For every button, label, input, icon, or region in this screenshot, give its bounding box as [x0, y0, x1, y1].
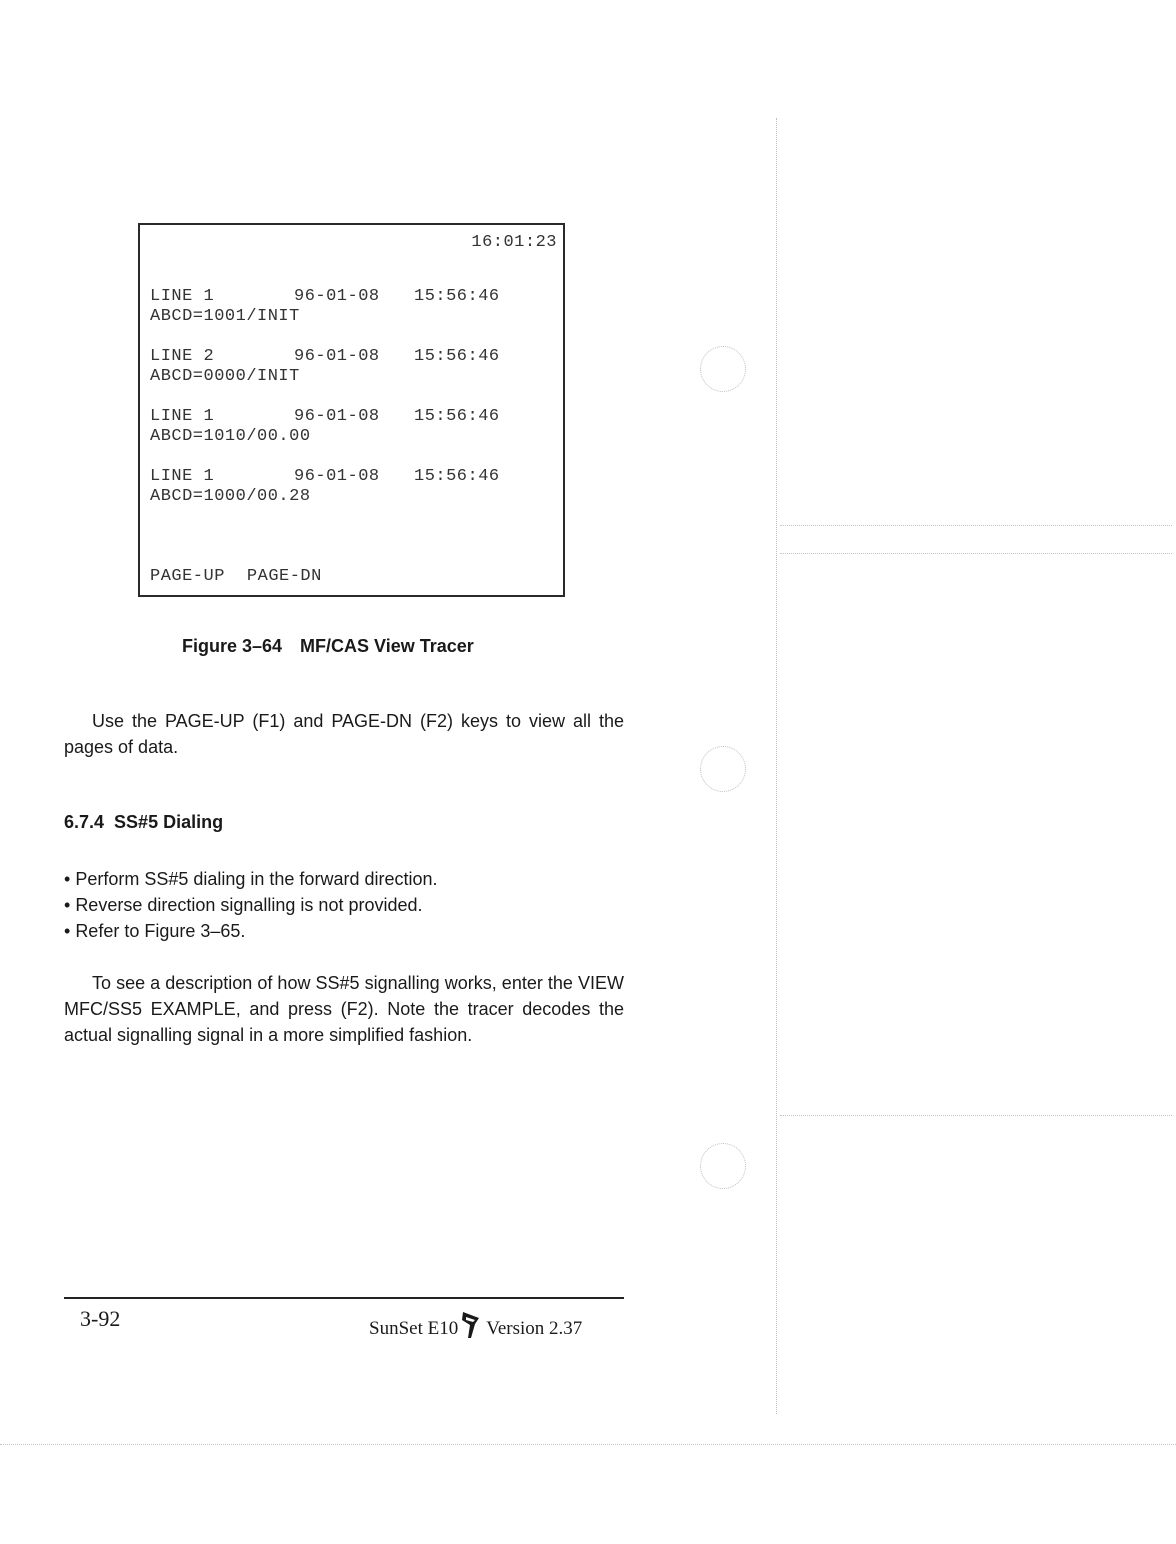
page-up-key[interactable]: PAGE-UP: [150, 567, 225, 586]
paragraph-ss5-description: To see a description of how SS#5 signalling works, enter the VIEW MFC/SS5 EXAMPLE, and press (F2). Note the tracer decodes the actual signalling signal in a more simplified fashion.: [64, 973, 624, 1045]
entry-abcd: ABCD=0000/INIT: [150, 367, 300, 386]
entry-date: 96-01-08: [294, 407, 380, 426]
binding-edge-line: [776, 118, 777, 1414]
product-footer: [369, 1310, 582, 1340]
entry-abcd: ABCD=1010/00.00: [150, 427, 311, 446]
list-item: • Reverse direction signalling is not provided.: [64, 892, 438, 918]
scan-dotted-line: [780, 1115, 1172, 1116]
tracer-screen: [138, 223, 565, 597]
tracer-entry: [150, 347, 550, 407]
entry-date: 96-01-08: [294, 347, 380, 366]
section-number: 6.7.4: [64, 812, 105, 832]
product-version: Version 2.37: [486, 1318, 583, 1339]
product-name: SunSet E10: [369, 1318, 459, 1339]
entry-time: 15:56:46: [414, 407, 500, 426]
bullet-list: [64, 866, 438, 944]
entry-line: LINE 1: [150, 467, 215, 486]
figure-title: MF/CAS View Tracer: [300, 636, 474, 656]
entry-abcd: ABCD=1001/INIT: [150, 307, 300, 326]
page-number: 3-92: [80, 1306, 121, 1331]
entry-line: LINE 2: [150, 347, 215, 366]
handset-logo-icon: [460, 1310, 482, 1340]
function-key-bar: [150, 567, 344, 586]
paragraph-page-keys: Use the PAGE-UP (F1) and PAGE-DN (F2) keys to view all the pages of data.: [64, 711, 624, 757]
scan-dotted-line: [0, 1444, 1176, 1445]
entry-time: 15:56:46: [414, 467, 500, 486]
scan-dotted-line: [780, 525, 1172, 526]
figure-caption: [182, 636, 474, 657]
list-item: • Refer to Figure 3–65.: [64, 918, 438, 944]
entry-date: 96-01-08: [294, 467, 380, 486]
screen-clock: 16:01:23: [471, 233, 557, 252]
figure-number: Figure 3–64: [182, 636, 283, 656]
scan-dotted-line: [780, 553, 1172, 554]
footer-rule: [64, 1297, 624, 1299]
tracer-entries: [150, 287, 550, 527]
section-title: SS#5 Dialing: [114, 812, 224, 832]
punch-hole: [700, 746, 746, 792]
list-item: • Perform SS#5 dialing in the forward direction.: [64, 866, 438, 892]
punch-hole: [700, 1143, 746, 1189]
entry-line: LINE 1: [150, 287, 215, 306]
entry-time: 15:56:46: [414, 347, 500, 366]
tracer-entry: [150, 467, 550, 527]
entry-time: 15:56:46: [414, 287, 500, 306]
punch-hole: [700, 346, 746, 392]
tracer-entry: [150, 407, 550, 467]
page-dn-key[interactable]: PAGE-DN: [246, 567, 322, 586]
entry-date: 96-01-08: [294, 287, 380, 306]
entry-line: LINE 1: [150, 407, 215, 426]
entry-abcd: ABCD=1000/00.28: [150, 487, 311, 506]
section-heading: [64, 812, 223, 833]
tracer-entry: [150, 287, 550, 347]
